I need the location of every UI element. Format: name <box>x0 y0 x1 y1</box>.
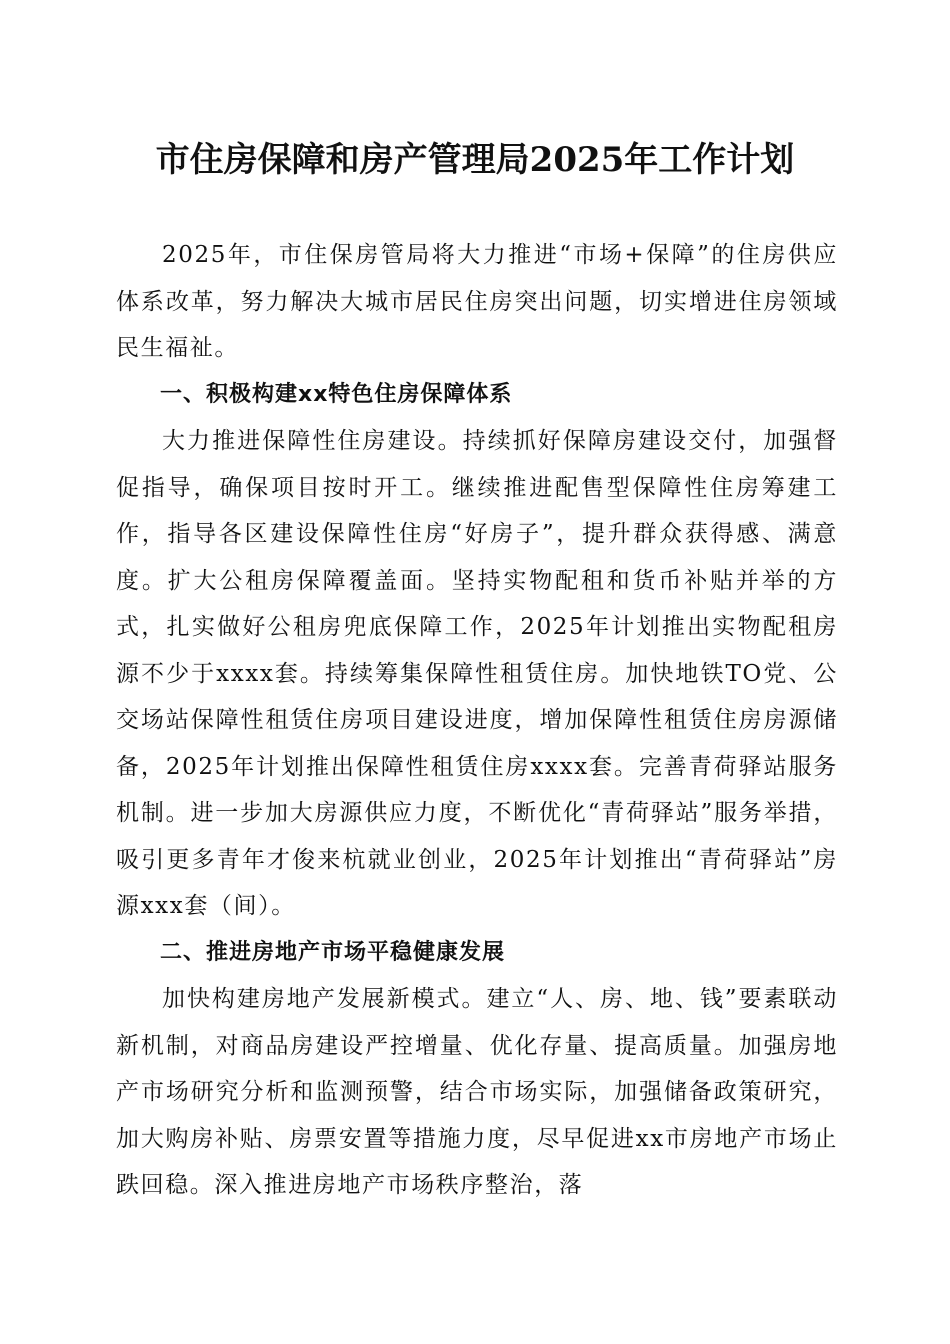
document-body <box>116 232 838 1209</box>
intro-paragraph: 2025年，市住保房管局将大力推进“市场+保障”的住房供应体系改革，努力解决大城市居民住房突出问题，切实增进住房领域民生福祉。 <box>116 242 838 361</box>
section-1-paragraph: 大力推进保障性住房建设。持续抓好保障房建设交付，加强督促指导，确保项目按时开工。继续推进配售型保障性住房筹建工作，指导各区建设保障性住房“好房子”，提升群众获得感、满意度。扩大公租房保障覆盖面。坚持实物配租和货币补贴并举的方式，扎实做好公租房兜底保障工作，2025年计划推出实物配租房源不少于xxxx套。持续筹集保障性租赁住房。加快地铁TO党、公交场站保障性租赁住房项目建设进度，增加保障性租赁住房房源储备，2025年计划推出保障性租赁住房xxxx套。完善青荷驿站服务机制。进一步加大房源供应力度，不断优化“青荷驿站”服务举措，吸引更多青年才俊来杭就业创业，2025年计划推出“青荷驿站”房源xxx套（间）。 <box>116 428 838 919</box>
document-title: 市住房保障和房产管理局2025年工作计划 <box>155 140 795 180</box>
section-1-heading: 一、积极构建xx特色住房保障体系 <box>160 381 513 407</box>
section-2-paragraph: 加快构建房地产发展新模式。建立“人、房、地、钱”要素联动新机制，对商品房建设严控增量、优化存量、提高质量。加强房地产市场研究分析和监测预警，结合市场实际，加强储备政策研究，加大购房补贴、房票安置等措施力度，尽早促进xx市房地产市场止跌回稳。深入推进房地产市场秩序整治，落 <box>116 986 838 1198</box>
section-2-heading: 二、推进房地产市场平稳健康发展 <box>160 939 506 965</box>
